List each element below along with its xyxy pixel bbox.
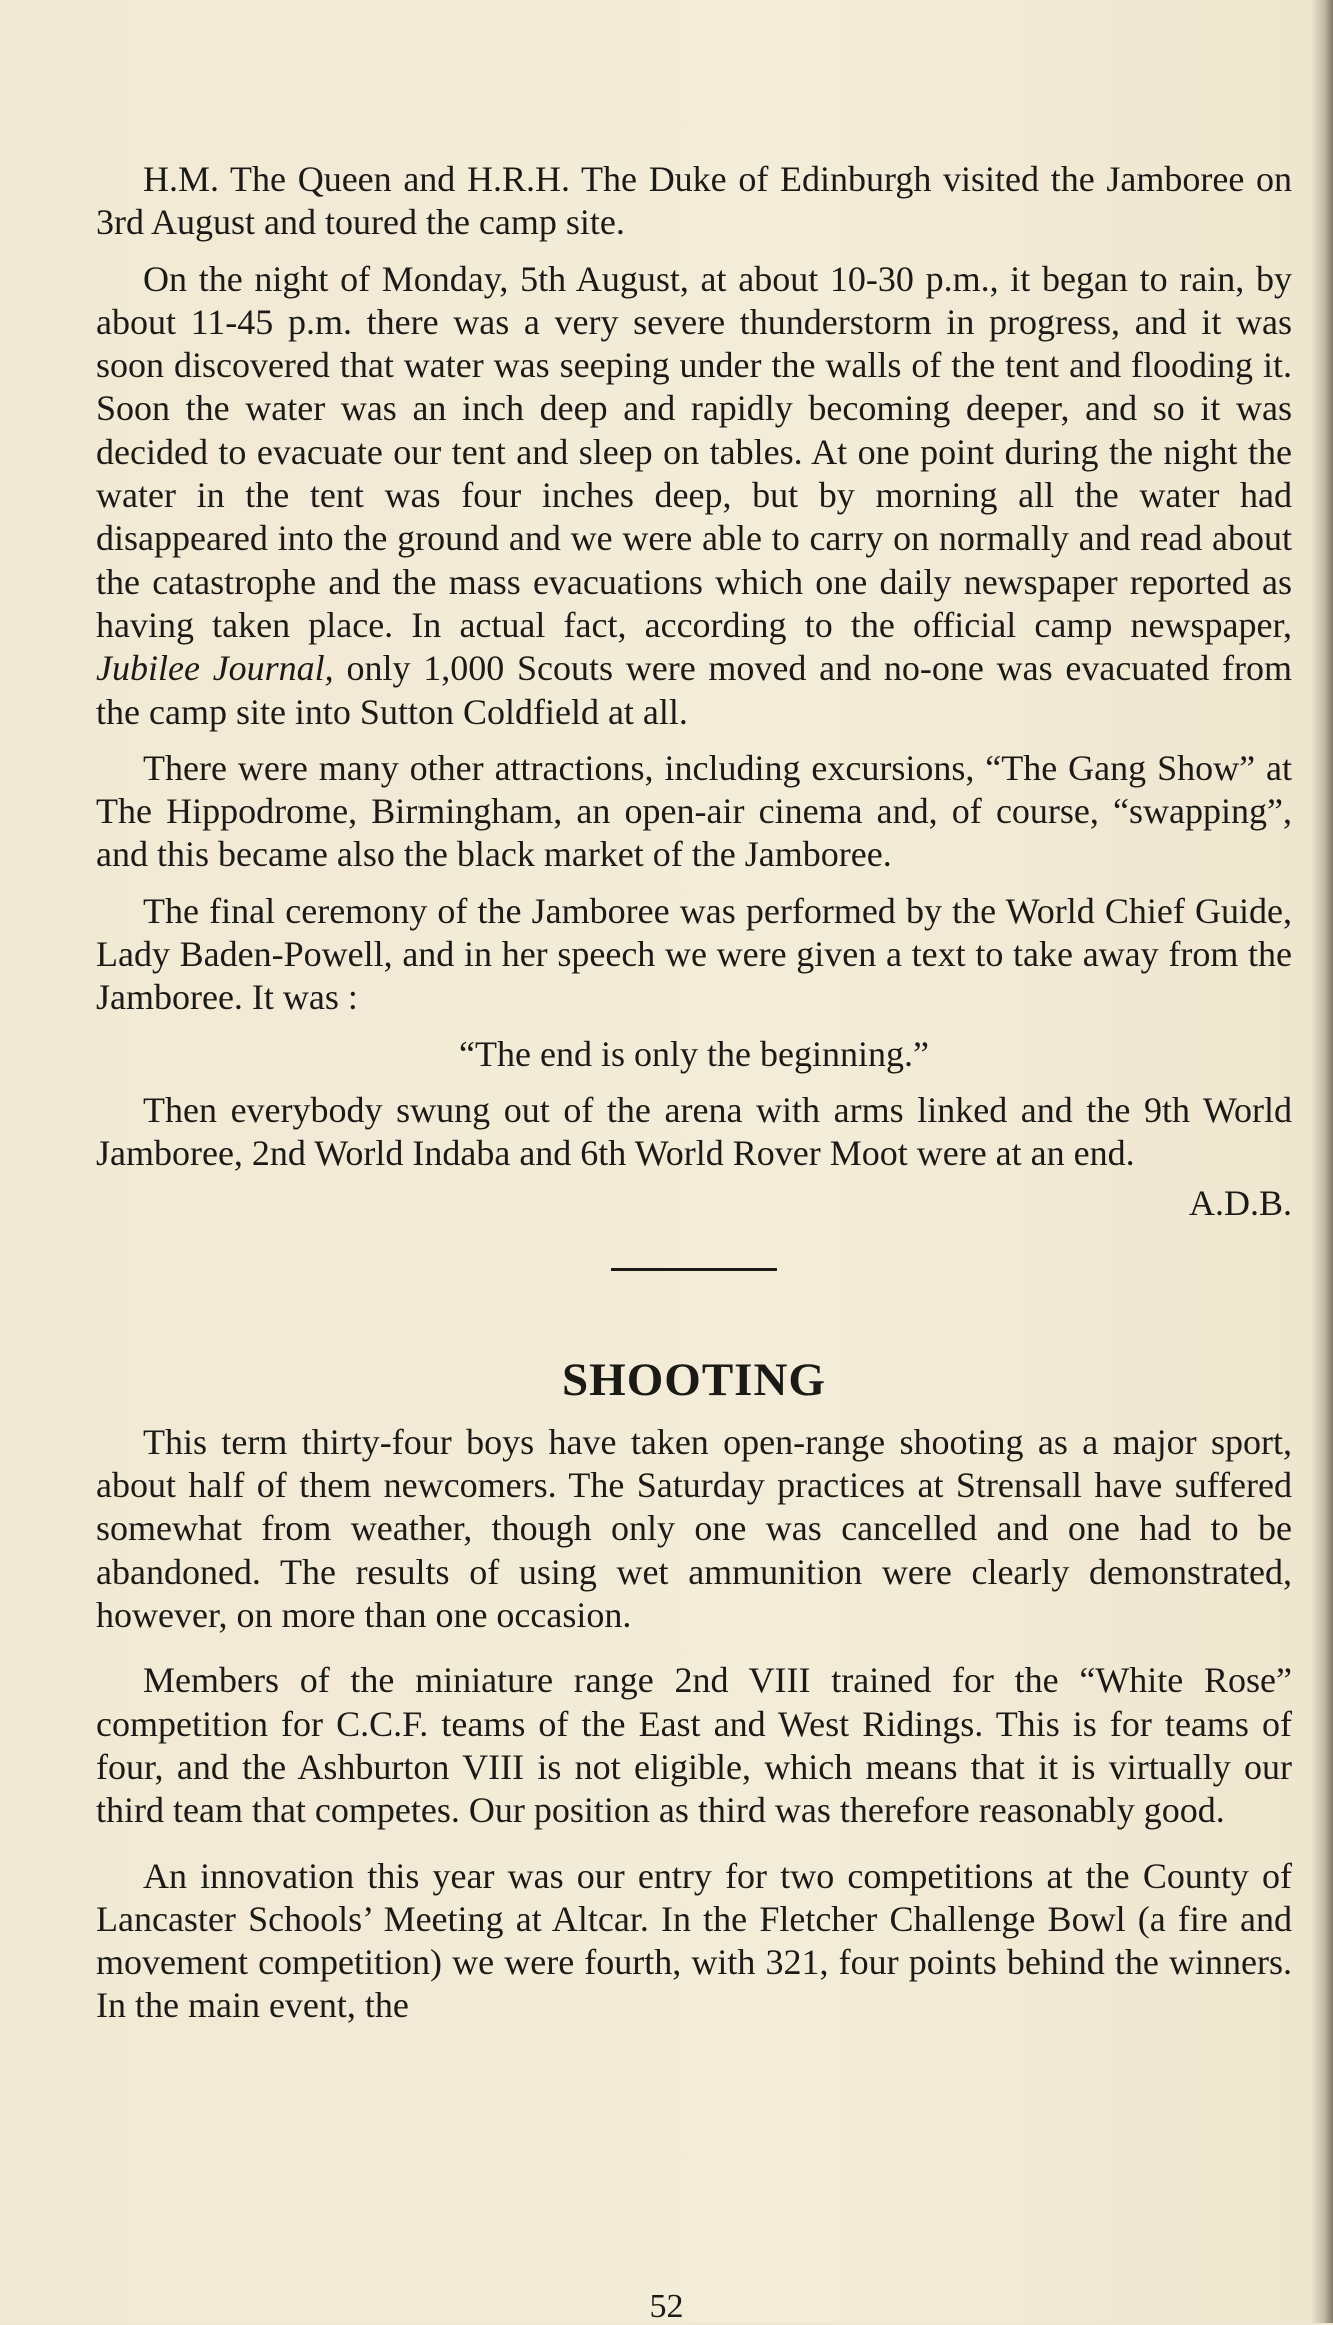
page-binding-shadow: [1311, 0, 1333, 2323]
paragraph-queen-visit: H.M. The Queen and H.R.H. The Duke of Edinburgh visited the Jamboree on 3rd August and toured the camp site.: [96, 159, 1292, 243]
quotation: “The end is only the beginning.”: [459, 1033, 929, 1074]
article-body: [96, 158, 1292, 2041]
author-signature: A.D.B.: [1188, 1182, 1292, 1223]
paragraph-attractions: There were many other attractions, including excursions, “The Gang Show” at The Hippodrome, Birmingham, an open-air cinema and, of course, “swapping”, and this became also the black market of the Jamboree.: [96, 747, 1292, 875]
paragraph-shooting-intro: This term thirty-four boys have taken open-range shooting as a major sport, about half of them newcomers. The Saturday practices at Strensall have suffered somewhat from weather, though only one was cancelled and one had to be abandoned. The results of using wet ammunition were clearly demonstrated, however, on more than one occasion.: [96, 1421, 1292, 1636]
section-heading: SHOOTING: [562, 1353, 826, 1406]
paragraph-thunderstorm-text: On the night of Monday, 5th August, at about 10-30 p.m., it began to rain, by about 11-45 p.m. there was a very severe thunderstorm in progress, and it was soon discovered that water was seeping under the walls of the tent and flooding it. Soon the water was an inch deep and rapidly becoming deeper, and so it was decided to evacuate our tent and sleep on tables. At one point during the night the water in the tent was four inches deep, but by morning all the water had disappeared into the ground and we were able to carry on normally and read about the catastrophe and the mass evacuations which one daily newspaper reported as having taken place. In actual fact, according to the official camp newspaper,: [96, 258, 1292, 645]
paragraph-altcar: An innovation this year was our entry for two competitions at the County of Lancaster Schools’ Meeting at Altcar. In the Fletcher Challenge Bowl (a fire and movement competition) we were fourth, with 321, four points behind the winners. In the main event, the: [96, 1855, 1292, 2026]
paragraph-thunderstorm-end: only 1,000 Scouts were moved and no-one was evacuated from the camp site into Sutton Coldfield at all.: [96, 648, 1292, 732]
paragraph-white-rose: Members of the miniature range 2nd VIII trained for the “White Rose” competition for C.C.F. teams of the East and West Ridings. This is for teams of four, and the Ashburton VIII is not eligible, which means that it is virtually our third team that competes. Our position as third was therefore reasonably good.: [96, 1660, 1292, 1831]
paragraph-thunderstorm: [96, 258, 1292, 734]
section-divider: [611, 1268, 777, 1271]
paragraph-final-ceremony: The final ceremony of the Jamboree was performed by the World Chief Guide, Lady Baden-Powell, and in her speech we were given a text to take away from the Jamboree. It was :: [96, 890, 1292, 1018]
newspaper-title: Jubilee Journal,: [96, 648, 334, 689]
paragraph-conclusion: Then everybody swung out of the arena with arms linked and the 9th World Jamboree, 2nd World Indaba and 6th World Rover Moot were at an end.: [96, 1089, 1292, 1174]
page-number: 52: [649, 2288, 684, 2325]
